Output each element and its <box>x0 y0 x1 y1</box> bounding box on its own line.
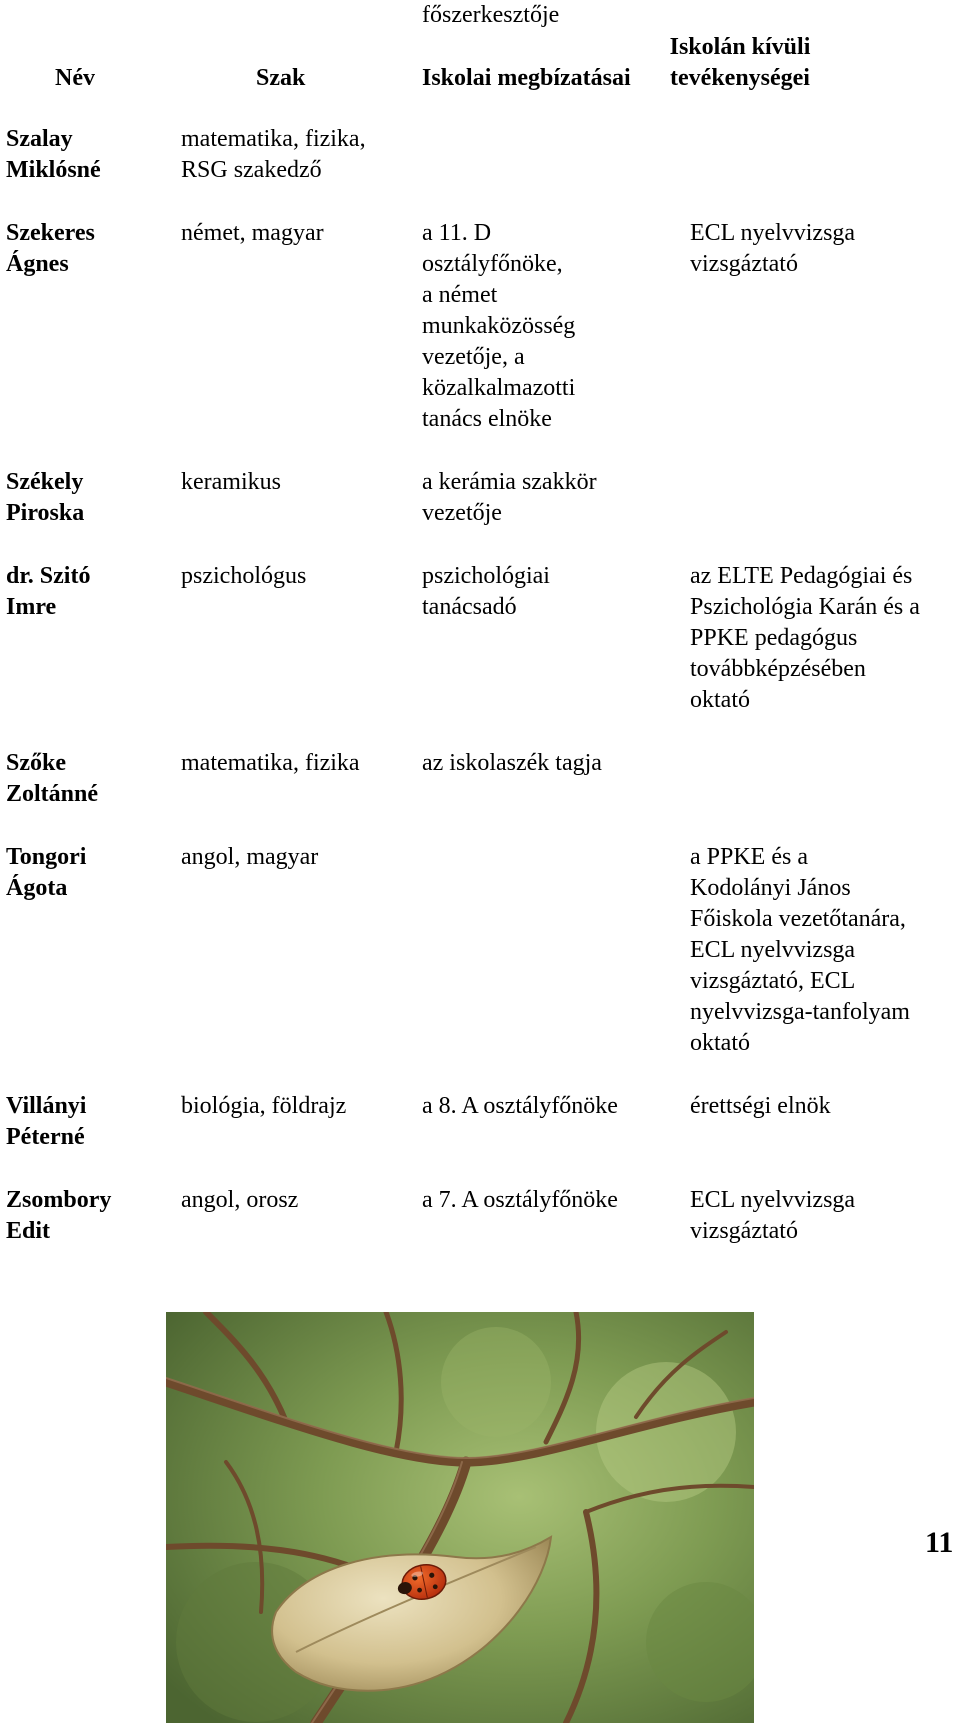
kivuli-line: Kodolányi János <box>690 875 851 901</box>
szak-line: keramikus <box>181 469 281 495</box>
iskolai-line: osztályfőnöke, <box>422 251 563 277</box>
name-line: Piroska <box>6 500 85 526</box>
header-kivuli-line2: tevékenységei <box>670 65 810 91</box>
name-cell <box>6 842 166 904</box>
page-number: 11 <box>925 1526 954 1559</box>
kivuli-line: a PPKE és a <box>690 844 808 870</box>
header-nev: Név <box>55 65 95 91</box>
header-iskolai: Iskolai megbízatásai <box>422 65 631 91</box>
name-cell <box>6 748 166 810</box>
iskolai-cell <box>422 467 682 529</box>
szak-line: angol, orosz <box>181 1187 299 1213</box>
iskolai-line: vezetője, a <box>422 344 525 370</box>
kivuli-cell <box>690 1185 960 1247</box>
iskolai-line: tanácsadó <box>422 594 517 620</box>
szak-line: angol, magyar <box>181 844 319 870</box>
name-line: Ágota <box>6 875 68 901</box>
header-kivuli <box>670 32 811 94</box>
name-line: Zoltánné <box>6 781 99 807</box>
iskolai-cell <box>422 1185 682 1216</box>
name-line: Zsombory <box>6 1187 112 1213</box>
kivuli-line: vizsgáztató <box>690 251 798 277</box>
kivuli-line: vizsgáztató, ECL <box>690 968 856 994</box>
kivuli-line: ECL nyelvvizsga <box>690 1187 856 1213</box>
iskolai-cell <box>422 1091 682 1122</box>
name-line: Villányi <box>6 1093 87 1119</box>
name-cell <box>6 1185 166 1247</box>
szak-line: biológia, földrajz <box>181 1093 347 1119</box>
szak-cell <box>181 467 416 498</box>
kivuli-line: oktató <box>690 687 750 713</box>
kivuli-line: ECL nyelvvizsga <box>690 937 856 963</box>
kivuli-line: érettségi elnök <box>690 1093 831 1119</box>
name-line: Péterné <box>6 1124 85 1150</box>
table-header <box>0 32 960 96</box>
szak-line: matematika, fizika <box>181 750 360 776</box>
name-line: Edit <box>6 1218 51 1244</box>
name-line: dr. Szitó <box>6 563 91 589</box>
szak-cell <box>181 561 416 592</box>
iskolai-line: a 8. A osztályfőnöke <box>422 1093 618 1119</box>
iskolai-line: a kerámia szakkör <box>422 469 597 495</box>
iskolai-line: a 11. D <box>422 220 492 246</box>
kivuli-line: Főiskola vezetőtanára, <box>690 906 906 932</box>
header-kivuli-line1: Iskolán kívüli <box>669 34 811 60</box>
name-cell <box>6 124 166 186</box>
iskolai-line: tanács elnöke <box>422 406 552 432</box>
iskolai-line: a német <box>422 282 498 308</box>
szak-cell <box>181 842 416 873</box>
iskolai-line: vezetője <box>422 500 502 526</box>
name-line: Szekeres <box>6 220 95 246</box>
iskolai-line: munkaközösség <box>422 313 576 339</box>
szak-line: RSG szakedző <box>181 157 322 183</box>
name-cell <box>6 561 166 623</box>
name-line: Ágnes <box>6 251 69 277</box>
szak-line: pszichológus <box>181 563 307 589</box>
name-line: Imre <box>6 594 57 620</box>
kivuli-line: oktató <box>690 1030 750 1056</box>
szak-cell <box>181 748 416 779</box>
kivuli-cell <box>690 218 960 280</box>
iskolai-cell <box>422 748 682 779</box>
continuation-text: főszerkesztője <box>422 2 560 28</box>
szak-line: matematika, fizika, <box>181 126 366 152</box>
kivuli-line: továbbképzésében <box>690 656 866 682</box>
header-szak: Szak <box>256 65 306 91</box>
name-cell <box>6 1091 166 1153</box>
szak-line: német, magyar <box>181 220 324 246</box>
iskolai-line: közalkalmazotti <box>422 375 576 401</box>
kivuli-cell <box>690 842 960 1059</box>
ladybug-photo-graphic <box>166 1312 754 1723</box>
kivuli-cell <box>690 1091 960 1122</box>
szak-cell <box>181 218 416 249</box>
kivuli-cell <box>690 561 960 716</box>
iskolai-line: pszichológiai <box>422 563 550 589</box>
kivuli-line: az ELTE Pedagógiai és <box>690 563 913 589</box>
kivuli-line: nyelvvizsga-tanfolyam <box>690 999 910 1025</box>
name-line: Tongori <box>6 844 87 870</box>
kivuli-line: Pszichológia Karán és a <box>690 594 920 620</box>
name-cell <box>6 218 166 280</box>
name-line: Miklósné <box>6 157 101 183</box>
name-line: Szalay <box>6 126 73 152</box>
kivuli-line: vizsgáztató <box>690 1218 798 1244</box>
szak-cell <box>181 124 416 186</box>
iskolai-cell <box>422 218 682 435</box>
szak-cell <box>181 1185 416 1216</box>
szak-cell <box>181 1091 416 1122</box>
kivuli-line: PPKE pedagógus <box>690 625 858 651</box>
iskolai-line: az iskolaszék tagja <box>422 750 602 776</box>
iskolai-cell <box>422 561 682 623</box>
name-line: Szőke <box>6 750 66 776</box>
name-cell <box>6 467 166 529</box>
name-line: Székely <box>6 469 84 495</box>
ladybug-photo <box>166 1312 754 1723</box>
iskolai-line: a 7. A osztályfőnöke <box>422 1187 618 1213</box>
kivuli-line: ECL nyelvvizsga <box>690 220 856 246</box>
